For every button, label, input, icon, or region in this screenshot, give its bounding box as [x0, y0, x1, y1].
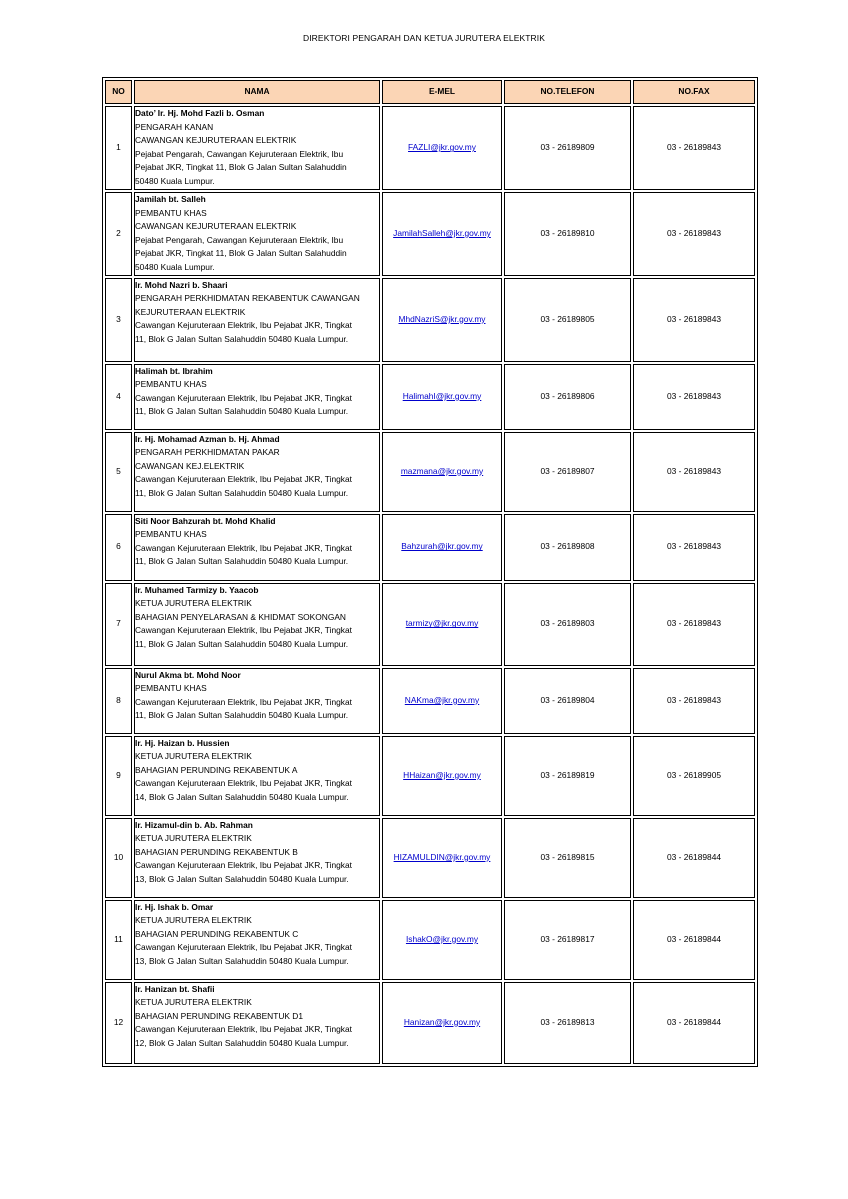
fax-cell: 03 - 26189843 [633, 364, 755, 430]
table-row [105, 900, 755, 980]
nama-line: 11, Blok G Jalan Sultan Salahuddin 50480 Kuala Lumpur. [135, 556, 349, 567]
row-number: 12 [105, 982, 132, 1064]
table-row [105, 192, 755, 276]
row-number: 2 [105, 192, 132, 276]
person-name: Ir. Hj. Haizan b. Hussien [135, 737, 230, 748]
nama-line: Cawangan Kejuruteraan Elektrik, Ibu Pejabat JKR, Tingkat [135, 696, 352, 707]
nama-line: 11, Blok G Jalan Sultan Salahuddin 50480 Kuala Lumpur. [135, 487, 349, 498]
telefon-cell: 03 - 26189809 [504, 106, 631, 190]
fax-cell: 03 - 26189844 [633, 982, 755, 1064]
nama-cell [134, 736, 380, 816]
table-row [105, 106, 755, 190]
email-link[interactable]: JamilahSalleh@jkr.gov.my [393, 227, 491, 238]
nama-cell [134, 900, 380, 980]
fax-cell: 03 - 26189844 [633, 818, 755, 898]
nama-line: 11, Blok G Jalan Sultan Salahuddin 50480 Kuala Lumpur. [135, 406, 349, 417]
email-link[interactable]: NAKma@jkr.gov.my [404, 694, 480, 705]
email-link[interactable]: HIZAMULDIN@jkr.gov.my [393, 851, 491, 862]
nama-line: Pejabat Pengarah, Cawangan Kejuruteraan Elektrik, Ibu [135, 234, 344, 245]
table-row [105, 818, 755, 898]
email-link[interactable]: MhdNazriS@jkr.gov.my [398, 313, 486, 324]
fax-cell: 03 - 26189843 [633, 106, 755, 190]
nama-cell [134, 106, 380, 190]
nama-cell [134, 818, 380, 898]
person-name: Dato’ Ir. Hj. Mohd Fazli b. Osman [135, 108, 265, 118]
email-link[interactable]: mazmana@jkr.gov.my [400, 465, 484, 476]
nama-line: 11, Blok G Jalan Sultan Salahuddin 50480 Kuala Lumpur. [135, 333, 349, 344]
telefon-cell: 03 - 26189804 [504, 668, 631, 734]
nama-line: 11, Blok G Jalan Sultan Salahuddin 50480 Kuala Lumpur. [135, 638, 349, 649]
email-cell [382, 192, 502, 276]
email-cell [382, 514, 502, 581]
nama-line: PENGARAH PERKHIDMATAN PAKAR [135, 447, 280, 458]
document-title: DIREKTORI PENGARAH DAN KETUA JURUTERA ELEKTRIK [302, 33, 546, 43]
fax-cell: 03 - 26189843 [633, 668, 755, 734]
nama-line: Pejabat JKR, Tingkat 11, Blok G Jalan Sultan Salahuddin [135, 162, 347, 173]
person-name: Ir. Hj. Mohamad Azman b. Hj. Ahmad [135, 433, 280, 444]
nama-line: KETUA JURUTERA ELEKTRIK [135, 751, 252, 762]
table-row [105, 514, 755, 581]
person-name: Nurul Akma bt. Mohd Noor [135, 669, 241, 680]
nama-line: BAHAGIAN PENYELARASAN & KHIDMAT SOKONGAN [135, 611, 346, 622]
email-link[interactable]: HalimahI@jkr.gov.my [402, 390, 482, 401]
nama-line: Cawangan Kejuruteraan Elektrik, Ibu Pejabat JKR, Tingkat [135, 860, 352, 871]
telefon-cell: 03 - 26189805 [504, 278, 631, 362]
header-fax: NO.FAX [633, 80, 755, 104]
nama-line: PEMBANTU KHAS [135, 379, 207, 390]
row-number: 9 [105, 736, 132, 816]
header-nama: NAMA [134, 80, 380, 104]
telefon-cell: 03 - 26189810 [504, 192, 631, 276]
telefon-cell: 03 - 26189817 [504, 900, 631, 980]
header-no: NO [105, 80, 132, 104]
table-row [105, 668, 755, 734]
nama-line: PENGARAH KANAN [135, 121, 214, 132]
email-cell [382, 900, 502, 980]
person-name: Siti Noor Bahzurah bt. Mohd Khalid [135, 515, 276, 526]
nama-cell [134, 432, 380, 512]
email-link[interactable]: tarmizy@jkr.gov.my [405, 618, 479, 629]
nama-line: 50480 Kuala Lumpur. [135, 175, 215, 186]
nama-cell [134, 982, 380, 1064]
email-link[interactable]: HHaizan@jkr.gov.my [403, 769, 481, 780]
email-cell [382, 432, 502, 512]
row-number: 4 [105, 364, 132, 430]
telefon-cell: 03 - 26189813 [504, 982, 631, 1064]
table-row [105, 364, 755, 430]
person-name: Jamilah bt. Salleh [135, 194, 206, 204]
row-number: 8 [105, 668, 132, 734]
nama-cell [134, 514, 380, 581]
fax-cell: 03 - 26189843 [633, 432, 755, 512]
person-name: Ir. Hj. Ishak b. Omar [135, 901, 214, 912]
email-link[interactable]: IshakO@jkr.gov.my [405, 933, 479, 944]
table-row [105, 278, 755, 362]
fax-cell: 03 - 26189843 [633, 583, 755, 666]
row-number: 1 [105, 106, 132, 190]
telefon-cell: 03 - 26189819 [504, 736, 631, 816]
nama-line: Pejabat Pengarah, Cawangan Kejuruteraan Elektrik, Ibu [135, 148, 344, 159]
telefon-cell: 03 - 26189808 [504, 514, 631, 581]
directory-table [102, 77, 758, 1067]
header-row [105, 80, 755, 104]
nama-line: CAWANGAN KEJURUTERAAN ELEKTRIK [135, 135, 297, 146]
nama-line: KEJURUTERAAN ELEKTRIK [135, 306, 246, 317]
email-cell [382, 583, 502, 666]
email-cell [382, 106, 502, 190]
nama-line: BAHAGIAN PERUNDING REKABENTUK D1 [135, 1010, 303, 1021]
row-number: 7 [105, 583, 132, 666]
nama-line: 50480 Kuala Lumpur. [135, 261, 215, 272]
row-number: 11 [105, 900, 132, 980]
email-link[interactable]: Hanizan@jkr.gov.my [403, 1016, 481, 1027]
person-name: Ir. Hizamul-din b. Ab. Rahman [135, 819, 253, 830]
table-row [105, 583, 755, 666]
row-number: 5 [105, 432, 132, 512]
person-name: Ir. Hanizan bt. Shafii [135, 983, 215, 994]
nama-line: Cawangan Kejuruteraan Elektrik, Ibu Pejabat JKR, Tingkat [135, 778, 352, 789]
fax-cell: 03 - 26189843 [633, 514, 755, 581]
row-number: 10 [105, 818, 132, 898]
nama-line: Cawangan Kejuruteraan Elektrik, Ibu Pejabat JKR, Tingkat [135, 1024, 352, 1035]
nama-line: CAWANGAN KEJURUTERAAN ELEKTRIK [135, 221, 297, 232]
email-link[interactable]: FAZLI@jkr.gov.my [408, 142, 476, 153]
nama-line: Pejabat JKR, Tingkat 11, Blok G Jalan Sultan Salahuddin [135, 248, 347, 259]
nama-line: Cawangan Kejuruteraan Elektrik, Ibu Pejabat JKR, Tingkat [135, 474, 352, 485]
header-email: E-MEL [382, 80, 502, 104]
email-cell [382, 364, 502, 430]
nama-line: PEMBANTU KHAS [135, 683, 207, 694]
nama-line: KETUA JURUTERA ELEKTRIK [135, 997, 252, 1008]
nama-line: 11, Blok G Jalan Sultan Salahuddin 50480 Kuala Lumpur. [135, 710, 349, 721]
nama-line: BAHAGIAN PERUNDING REKABENTUK B [135, 846, 298, 857]
person-name: Ir. Mohd Nazri b. Shaari [135, 279, 228, 290]
fax-cell: 03 - 26189905 [633, 736, 755, 816]
nama-line: PEMBANTU KHAS [135, 529, 207, 540]
nama-line: Cawangan Kejuruteraan Elektrik, Ibu Pejabat JKR, Tingkat [135, 942, 352, 953]
telefon-cell: 03 - 26189803 [504, 583, 631, 666]
telefon-cell: 03 - 26189807 [504, 432, 631, 512]
email-cell [382, 818, 502, 898]
person-name: Halimah bt. Ibrahim [135, 365, 213, 376]
header-telefon: NO.TELEFON [504, 80, 631, 104]
nama-line: BAHAGIAN PERUNDING REKABENTUK A [135, 764, 298, 775]
email-cell [382, 982, 502, 1064]
email-cell [382, 736, 502, 816]
nama-line: CAWANGAN KEJ.ELEKTRIK [135, 460, 245, 471]
nama-line: Cawangan Kejuruteraan Elektrik, Ibu Pejabat JKR, Tingkat [135, 320, 352, 331]
email-cell [382, 278, 502, 362]
row-number: 3 [105, 278, 132, 362]
nama-cell [134, 668, 380, 734]
nama-cell [134, 583, 380, 666]
nama-line: PENGARAH PERKHIDMATAN REKABENTUK CAWANGAN [135, 293, 360, 304]
nama-cell [134, 364, 380, 430]
person-name: Ir. Muhamed Tarmizy b. Yaacob [135, 584, 259, 595]
table-row [105, 736, 755, 816]
nama-line: KETUA JURUTERA ELEKTRIK [135, 598, 252, 609]
nama-line: BAHAGIAN PERUNDING REKABENTUK C [135, 928, 299, 939]
table-row [105, 982, 755, 1064]
nama-line: KETUA JURUTERA ELEKTRIK [135, 915, 252, 926]
nama-line: 13, Blok G Jalan Sultan Salahuddin 50480 Kuala Lumpur. [135, 955, 349, 966]
nama-cell [134, 192, 380, 276]
nama-line: Cawangan Kejuruteraan Elektrik, Ibu Pejabat JKR, Tingkat [135, 542, 352, 553]
nama-line: 14, Blok G Jalan Sultan Salahuddin 50480 Kuala Lumpur. [135, 791, 349, 802]
fax-cell: 03 - 26189844 [633, 900, 755, 980]
nama-cell [134, 278, 380, 362]
table-row [105, 432, 755, 512]
email-cell [382, 668, 502, 734]
telefon-cell: 03 - 26189806 [504, 364, 631, 430]
fax-cell: 03 - 26189843 [633, 192, 755, 276]
fax-cell: 03 - 26189843 [633, 278, 755, 362]
nama-line: KETUA JURUTERA ELEKTRIK [135, 833, 252, 844]
row-number: 6 [105, 514, 132, 581]
nama-line: PEMBANTU KHAS [135, 207, 207, 218]
nama-line: 12, Blok G Jalan Sultan Salahuddin 50480 Kuala Lumpur. [135, 1037, 349, 1048]
nama-line: 13, Blok G Jalan Sultan Salahuddin 50480 Kuala Lumpur. [135, 873, 349, 884]
nama-line: Cawangan Kejuruteraan Elektrik, Ibu Pejabat JKR, Tingkat [135, 625, 352, 636]
email-link[interactable]: Bahzurah@jkr.gov.my [401, 541, 483, 552]
nama-line: Cawangan Kejuruteraan Elektrik, Ibu Pejabat JKR, Tingkat [135, 392, 352, 403]
telefon-cell: 03 - 26189815 [504, 818, 631, 898]
